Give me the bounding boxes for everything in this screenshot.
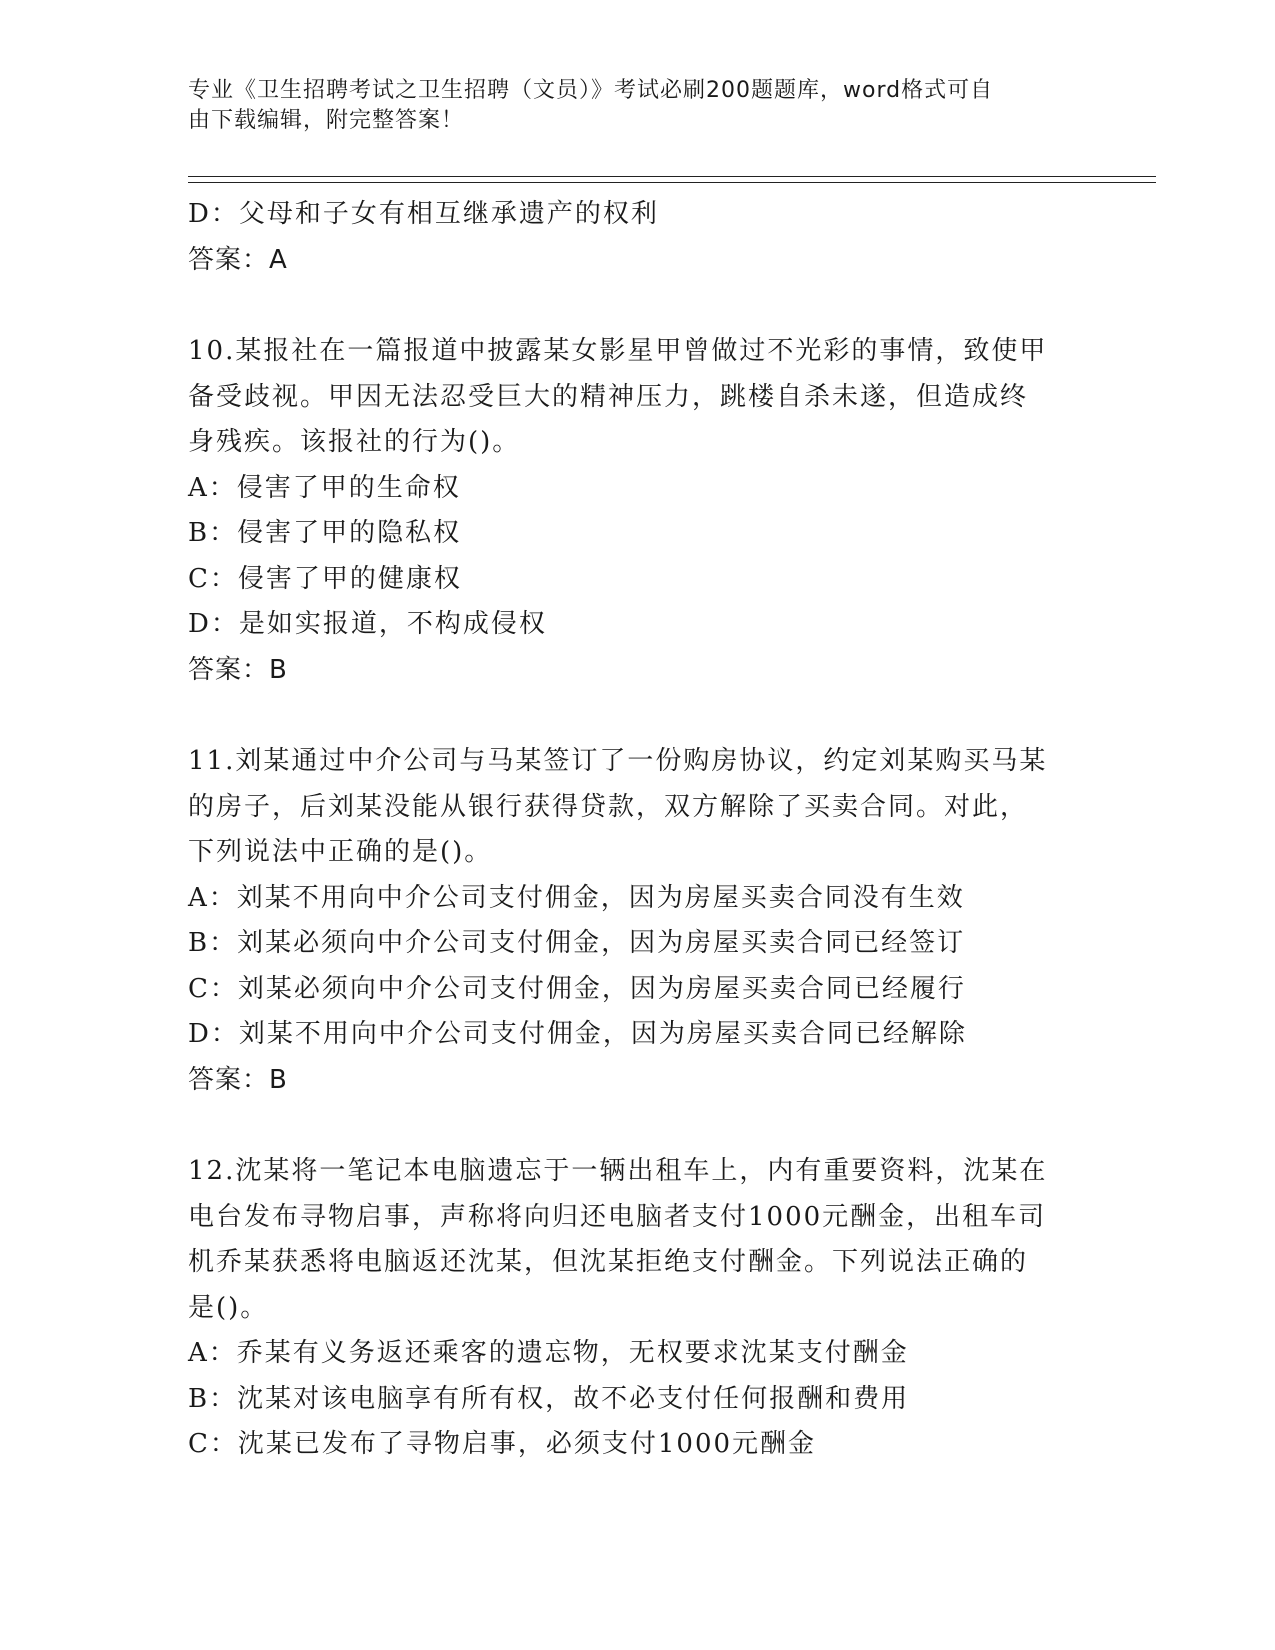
answer-line: 答案：A xyxy=(188,244,288,275)
question-11 xyxy=(188,739,1088,1103)
question-text-line: 是()。 xyxy=(188,1292,269,1323)
option-a: A：刘某不用向中介公司支付佣金，因为房屋买卖合同没有生效 xyxy=(188,882,965,913)
answer-line: 答案：B xyxy=(188,1064,288,1095)
document-body xyxy=(188,192,1088,1468)
question-10 xyxy=(188,329,1088,693)
question-text-line: 12.沈某将一笔记本电脑遗忘于一辆出租车上，内有重要资料，沈某在 xyxy=(188,1156,1048,1186)
question-12 xyxy=(188,1149,1088,1468)
option-c: C：刘某必须向中介公司支付佣金，因为房屋买卖合同已经履行 xyxy=(188,973,966,1004)
question-text-line: 的房子，后刘某没能从银行获得贷款，双方解除了买卖合同。对此， xyxy=(188,791,1029,822)
question-text-line: 机乔某获悉将电脑返还沈某，但沈某拒绝支付酬金。下列说法正确的 xyxy=(188,1247,1029,1277)
option-d: D：刘某不用向中介公司支付佣金，因为房屋买卖合同已经解除 xyxy=(188,1019,967,1049)
header-divider-bottom xyxy=(188,182,1156,183)
question-text-line: 电台发布寻物启事，声称将向归还电脑者支付1000元酬金，出租车司 xyxy=(188,1201,1047,1232)
option-b: B：侵害了甲的隐私权 xyxy=(188,518,462,548)
question-text-line: 下列说法中正确的是()。 xyxy=(188,837,493,867)
header-divider-top xyxy=(188,176,1156,177)
header-title-line-1: 专业《卫生招聘考试之卫生招聘（文员）》考试必刷200题题库，word格式可自 xyxy=(188,78,994,103)
option-d: D：是如实报道，不构成侵权 xyxy=(188,609,547,639)
question-text-line: 身残疾。该报社的行为()。 xyxy=(188,427,521,457)
answer-line: 答案：B xyxy=(188,654,288,685)
header-title-line-2: 由下载编辑，附完整答案！ xyxy=(188,108,465,133)
question-text-line: 备受歧视。甲因无法忍受巨大的精神压力，跳楼自杀未遂，但造成终 xyxy=(188,381,1029,412)
question-text-line: 10.某报社在一篇报道中披露某女影星甲曾做过不光彩的事情，致使甲 xyxy=(188,336,1048,366)
option-c: C：侵害了甲的健康权 xyxy=(188,563,462,594)
option-a: A：乔某有义务返还乘客的遗忘物，无权要求沈某支付酬金 xyxy=(188,1338,909,1368)
option-d: D：父母和子女有相互继承遗产的权利 xyxy=(188,199,659,229)
question-text-line: 11.刘某通过中介公司与马某签订了一份购房协议，约定刘某购买马某 xyxy=(188,746,1048,776)
option-b: B：沈某对该电脑享有所有权，故不必支付任何报酬和费用 xyxy=(188,1383,910,1414)
page-header xyxy=(188,76,1068,136)
option-c: C：沈某已发布了寻物启事，必须支付1000元酬金 xyxy=(188,1429,817,1459)
option-b: B：刘某必须向中介公司支付佣金，因为房屋买卖合同已经签订 xyxy=(188,928,966,958)
option-a: A：侵害了甲的生命权 xyxy=(188,472,461,503)
